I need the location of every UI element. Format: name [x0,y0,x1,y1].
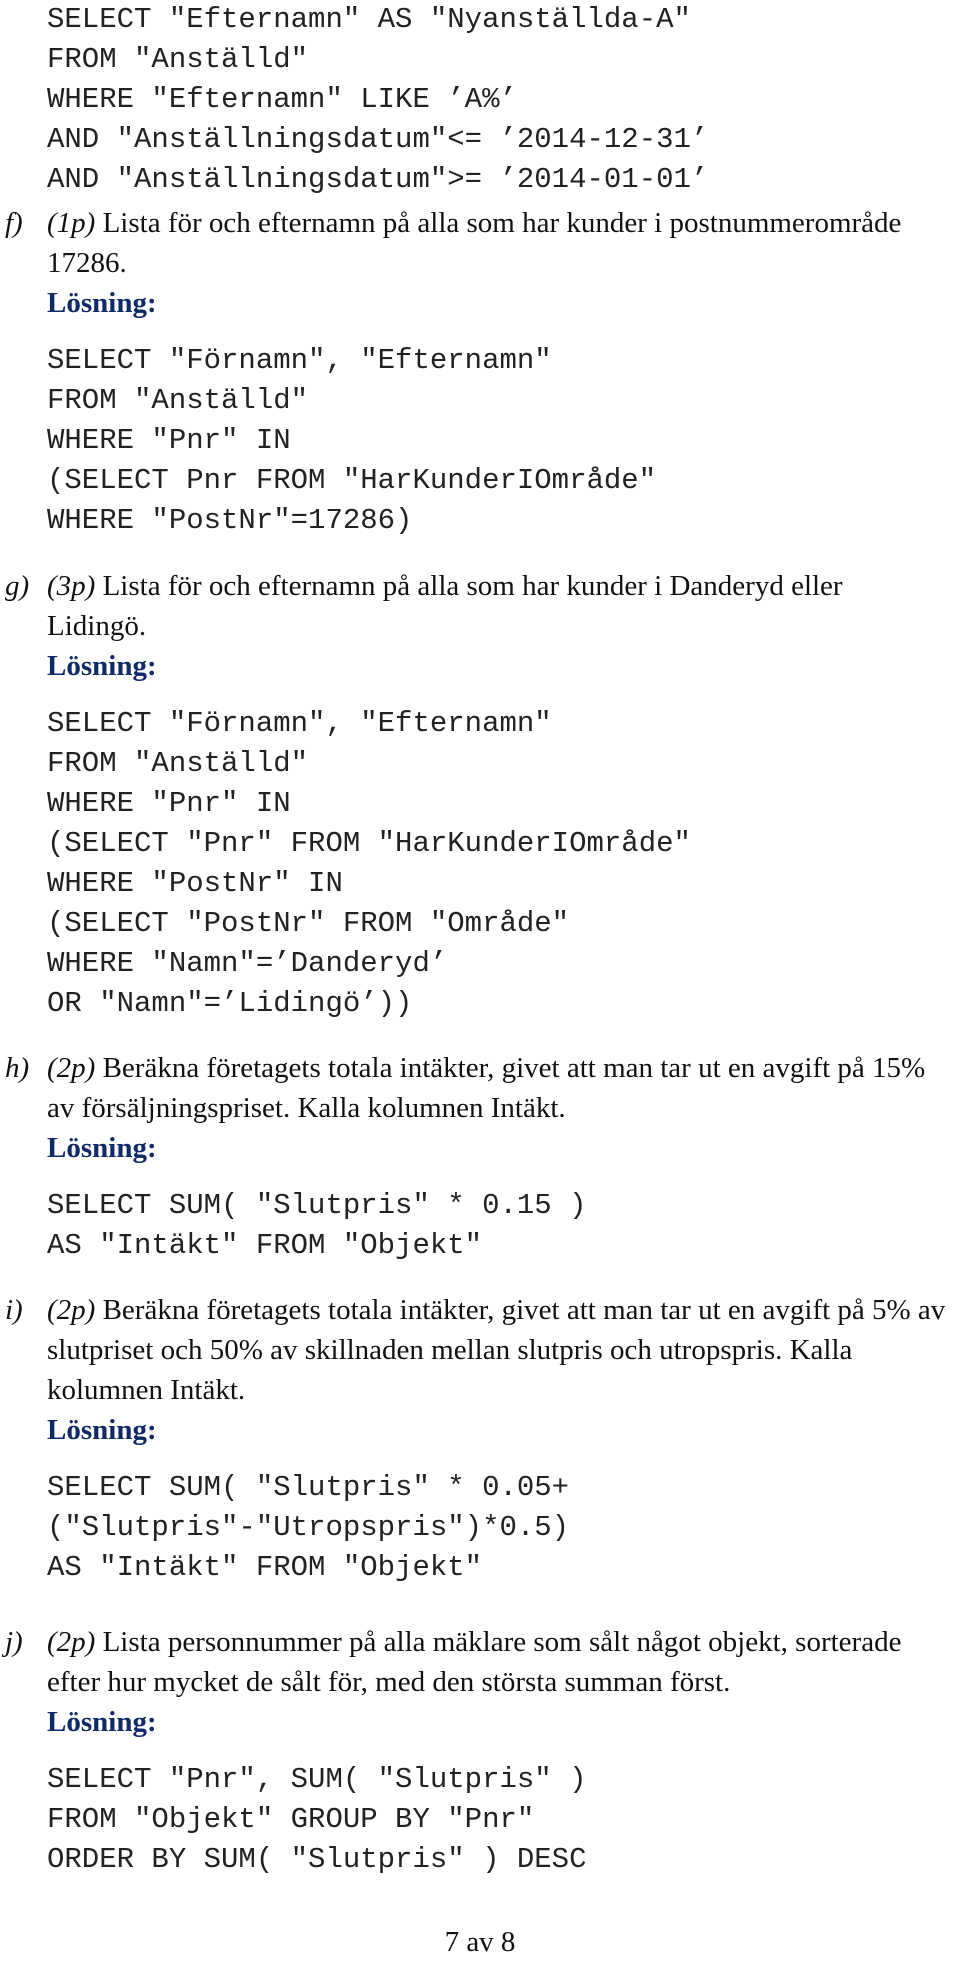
question-label: j) [5,1626,23,1658]
question-text [47,1622,947,1702]
question-points: (1p) [47,207,96,239]
question-i-text-row [0,1290,960,1410]
code-line: FROM "Objekt" GROUP BY "Pnr" [47,1803,535,1836]
question-f [0,203,960,541]
solution-code [0,704,960,1024]
question-label: h) [5,1052,30,1084]
code-line: WHERE "Pnr" IN [47,424,291,457]
code-line: AS "Intäkt" FROM "Objekt" [47,1551,483,1584]
question-body: Beräkna företagets totala intäkter, givet att man tar ut en avgift på 5% av slutpriset och 50% av skillnaden mellan slutpris och utropspris. Kalla kolumnen Intäkt. [47,1294,946,1406]
code-line: SELECT SUM( "Slutpris" * 0.05+ [47,1471,570,1504]
solution-label: Lösning: [47,1706,157,1738]
question-label: f) [5,207,23,239]
code-line: SELECT "Pnr", SUM( "Slutpris" ) [47,1763,587,1796]
code-line: WHERE "Efternamn" LIKE ’A%’ [47,83,517,116]
solution-label: Lösning: [47,1132,157,1164]
solution-label: Lösning: [47,1414,157,1446]
question-text [47,566,947,646]
question-points: (2p) [47,1626,96,1658]
question-j [0,1622,960,1880]
question-g [0,566,960,1024]
code-line: (SELECT "Pnr" FROM "HarKunderIOmråde" [47,827,691,860]
solution-code [0,1760,960,1880]
question-body: Lista för och efternamn på alla som har kunder i postnummerområde 17286. [47,207,902,279]
code-line: SELECT "Förnamn", "Efternamn" [47,707,552,740]
code-line: WHERE "Pnr" IN [47,787,291,820]
code-line: FROM "Anställd" [47,43,309,76]
code-line: FROM "Anställd" [47,747,309,780]
code-line: ("Slutpris"-"Utropspris")*0.5) [47,1511,570,1544]
solution-code [0,341,960,541]
question-j-text-row [0,1622,960,1702]
code-line: (SELECT Pnr FROM "HarKunderIOmråde" [47,464,657,497]
question-body: Lista för och efternamn på alla som har kunder i Danderyd eller Lidingö. [47,570,843,642]
code-line: (SELECT "PostNr" FROM "Område" [47,907,570,940]
question-h [0,1048,960,1266]
code-line: AND "Anställningsdatum">= ’2014-01-01’ [47,163,709,196]
top-code-block [0,0,960,200]
code-line: ORDER BY SUM( "Slutpris" ) DESC [47,1843,587,1876]
question-points: (2p) [47,1052,96,1084]
solution-code [0,1186,960,1266]
solution-label: Lösning: [47,650,157,682]
question-g-text-row [0,566,960,646]
code-line: SELECT "Förnamn", "Efternamn" [47,344,552,377]
question-label: i) [5,1294,23,1326]
solution-label: Lösning: [47,287,157,319]
page-number: 7 av 8 [444,1926,516,1958]
solution-code [0,1468,960,1588]
code-line: AND "Anställningsdatum"<= ’2014-12-31’ [47,123,709,156]
question-f-text-row [0,203,960,283]
code-line: WHERE "Namn"=’Danderyd’ [47,947,448,980]
question-points: (2p) [47,1294,96,1326]
code-line: AS "Intäkt" FROM "Objekt" [47,1229,483,1262]
question-body: Beräkna företagets totala intäkter, givet att man tar ut en avgift på 15% av försäljningspriset. Kalla kolumnen Intäkt. [47,1052,926,1124]
code-line: OR "Namn"=’Lidingö’)) [47,987,413,1020]
question-text [47,1290,947,1410]
code-line: WHERE "PostNr"=17286) [47,504,413,537]
code-line: WHERE "PostNr" IN [47,867,343,900]
code-line: FROM "Anställd" [47,384,309,417]
question-text [47,1048,947,1128]
code-line: SELECT "Efternamn" AS "Nyanställda-A" [47,3,691,36]
question-h-text-row [0,1048,960,1128]
code-line: SELECT SUM( "Slutpris" * 0.15 ) [47,1189,587,1222]
question-i [0,1290,960,1588]
question-label: g) [5,570,30,602]
question-text [47,203,947,283]
question-body: Lista personnummer på alla mäklare som sålt något objekt, sorterade efter hur mycket de sålt för, med den största summan först. [47,1626,902,1698]
question-points: (3p) [47,570,96,602]
